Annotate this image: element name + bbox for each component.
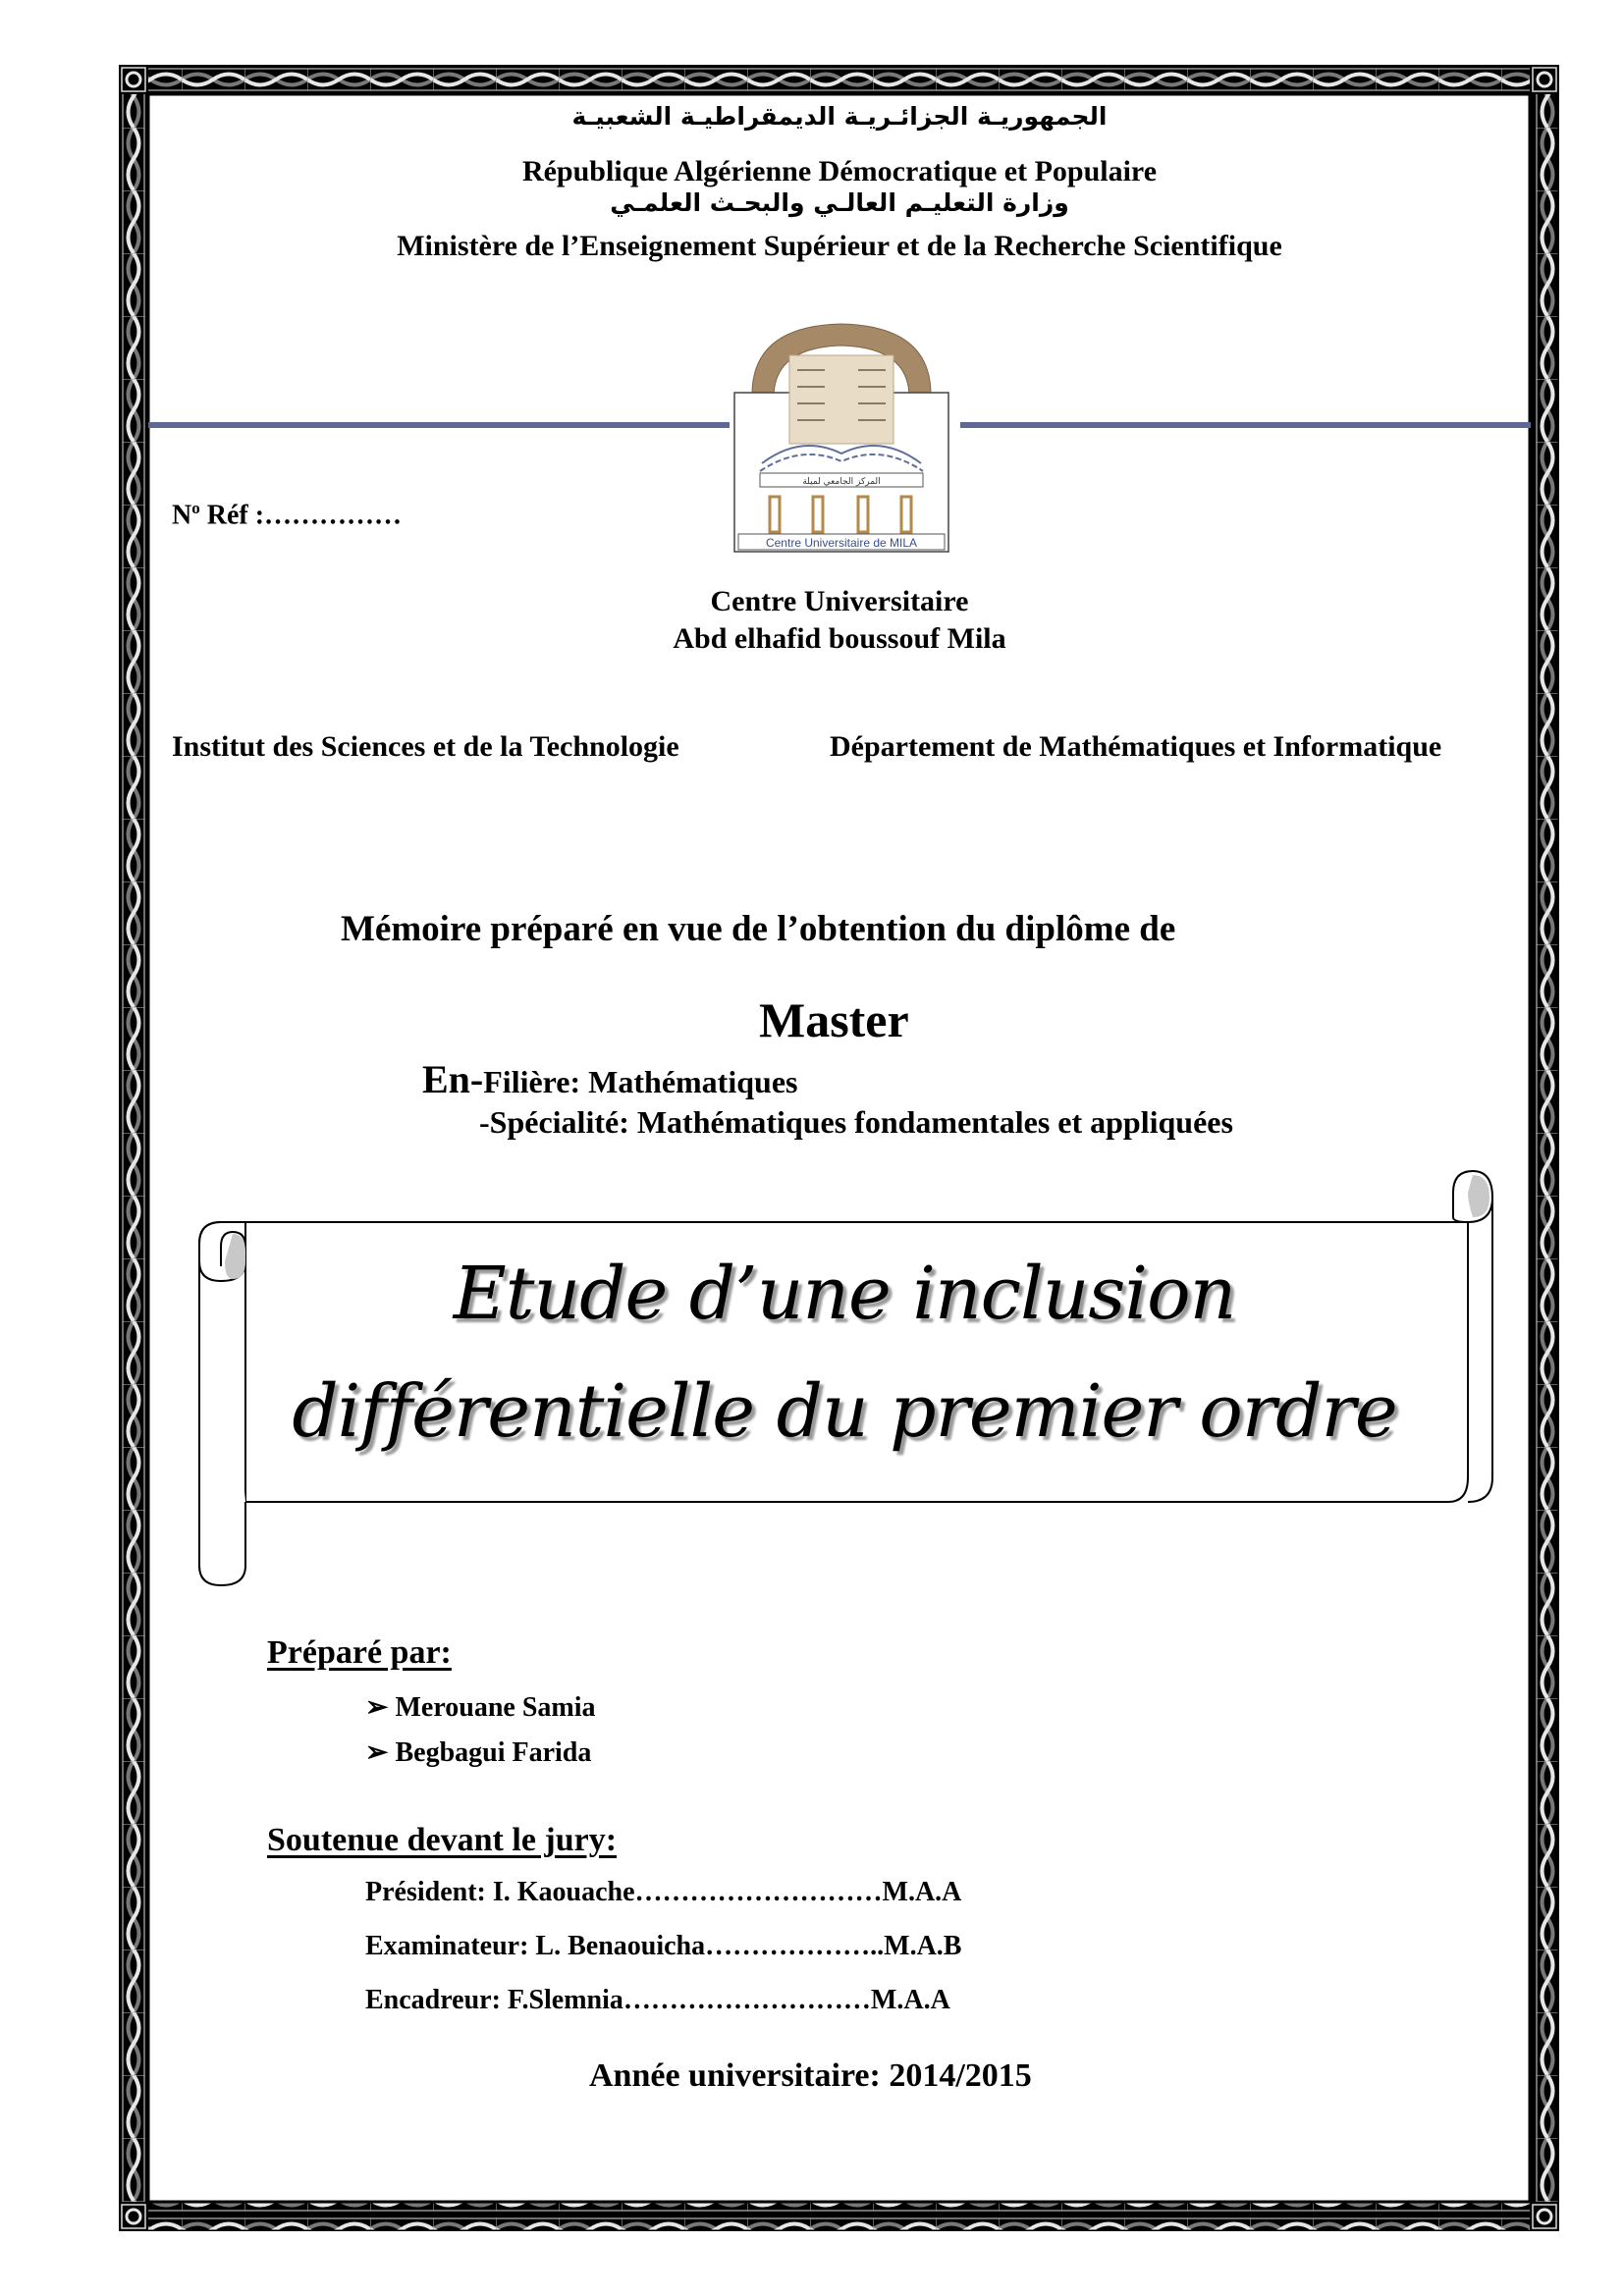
reference-superscript: o <box>191 499 200 517</box>
logo-arabic-caption: المركز الجامعي لميلة <box>802 477 881 487</box>
institution-name: Centre Universitaire <box>710 585 969 617</box>
arrow-bullet-icon: ➢ <box>365 1737 396 1768</box>
jury-member-name: Président: I. Kaouache……………………… <box>365 1877 883 1907</box>
academic-year: Année universitaire: 2014/2015 <box>589 2057 1032 2094</box>
thesis-title-line-1: Etude d’une inclusion <box>453 1252 1236 1336</box>
jury-member-name: Encadreur: F.Slemnia……………………… <box>365 1985 871 2015</box>
department-name: Département de Mathématiques et Informatique <box>830 730 1442 763</box>
jury-member-grade: M.A.A <box>870 1985 950 2015</box>
author-item <box>365 1690 596 1724</box>
jury-member <box>365 1877 961 1908</box>
arabic-ministry-name: وزارة التعليـم العالـي والبحـث العلمـي <box>610 188 1069 217</box>
jury-member-name: Examinateur: L. Benaouicha……………….. <box>365 1931 885 1961</box>
jury-heading: Soutenue devant le jury: <box>267 1822 618 1858</box>
jury-member-grade: M.A.A <box>882 1877 962 1907</box>
field-prefix: En- <box>422 1057 484 1101</box>
jury-member-grade: M.A.B <box>884 1931 962 1961</box>
degree-intro: Mémoire préparé en vue de l’obtention du diplôme de <box>341 909 1176 949</box>
arrow-bullet-icon: ➢ <box>365 1692 396 1723</box>
authors-heading: Préparé par: <box>267 1634 452 1671</box>
degree-field <box>422 1056 797 1102</box>
jury-member <box>365 1985 950 2016</box>
logo-graphic <box>732 316 950 554</box>
author-name: Merouane Samia <box>395 1692 596 1723</box>
republic-name: République Algérienne Démocratique et Populaire <box>521 155 1158 187</box>
reference-value: Réf :…………… <box>199 500 403 531</box>
reference-number <box>172 499 402 531</box>
degree-name: Master <box>759 992 909 1047</box>
arabic-republic-name: الجمهوريـة الجزائـريـة الديمقراطيـة الشعبيـة <box>571 102 1108 131</box>
institution-full-name: Abd elhafid boussouf Mila <box>673 622 1006 655</box>
separator-line-left <box>148 422 730 428</box>
reference-label: N <box>172 500 192 531</box>
author-name: Begbagui Farida <box>395 1737 592 1768</box>
thesis-title-line-2: différentielle du premier ordre <box>292 1369 1397 1454</box>
institute-name: Institut des Sciences et de la Technologie <box>172 730 679 763</box>
field-name: Filière: Mathématiques <box>483 1064 798 1099</box>
author-item <box>365 1735 591 1769</box>
jury-member <box>365 1931 961 1962</box>
university-logo <box>732 316 950 554</box>
logo-caption: Centre Universitaire de MILA <box>765 536 918 550</box>
ministry-name: Ministère de l’Enseignement Supérieur et de la Recherche Scientifique <box>397 230 1282 262</box>
separator-line-right <box>960 422 1531 428</box>
degree-specialty: -Spécialité: Mathématiques fondamentales et appliquées <box>479 1104 1233 1140</box>
